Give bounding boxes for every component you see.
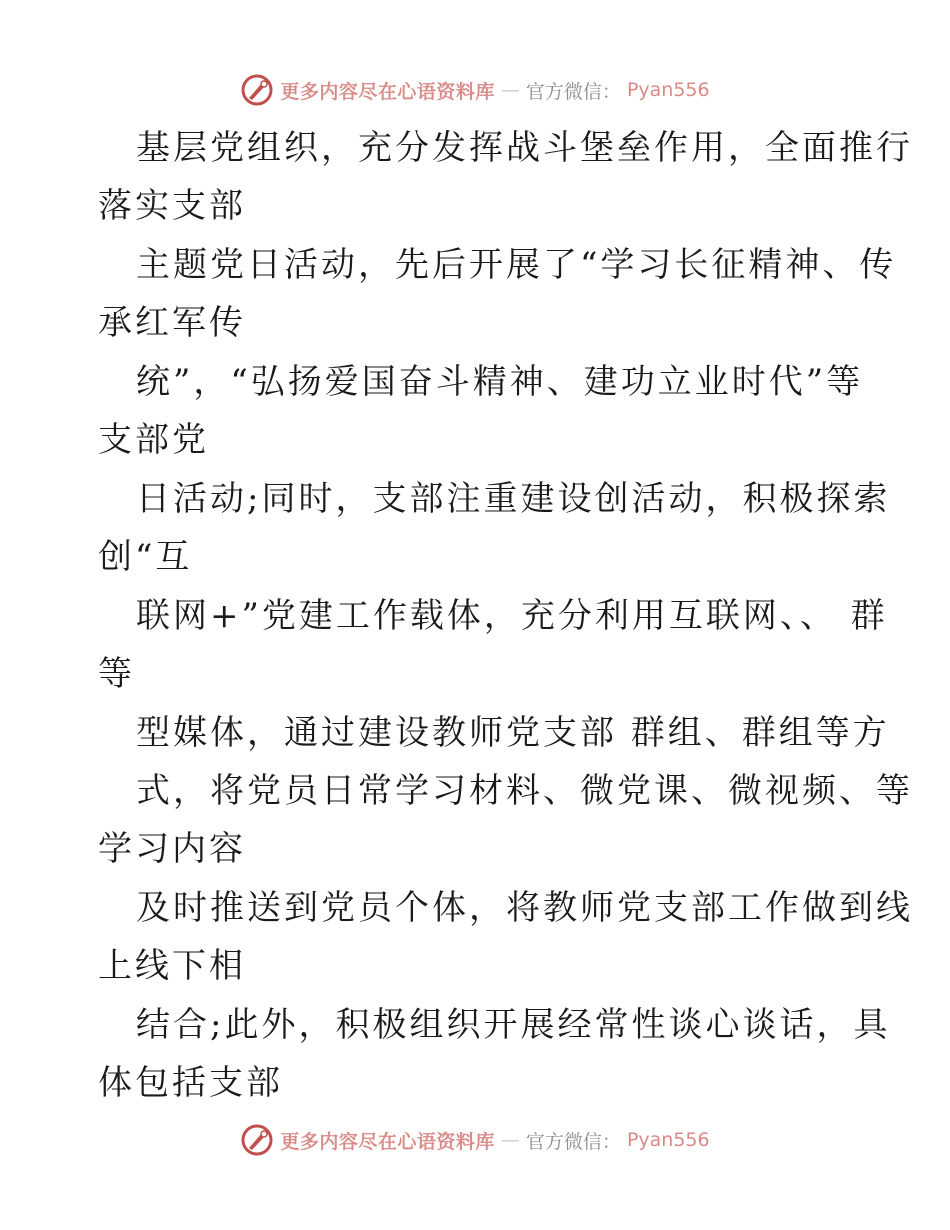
body-line: 式，将党员日常学习材料、微党课、微视频、等 bbox=[136, 771, 913, 811]
body-line: 联网+”党建工作载体，充分利用互联网、、 群 bbox=[136, 596, 888, 636]
header-watermark bbox=[0, 70, 950, 110]
body-line: 支部党 bbox=[98, 420, 209, 460]
footer-watermark bbox=[0, 1120, 950, 1160]
body-line: 体包括支部 bbox=[98, 1063, 283, 1103]
body-line: 日活动;同时，支部注重建设创活动，积极探索 bbox=[136, 479, 891, 519]
watermark-id: Pyan556 bbox=[626, 1129, 710, 1151]
body-line: 落实支部 bbox=[98, 186, 246, 226]
watermark-id: Pyan556 bbox=[626, 79, 710, 101]
pen-logo-icon bbox=[240, 73, 274, 107]
body-line: 结合;此外，积极组织开展经常性谈心谈话，具 bbox=[136, 1005, 891, 1045]
watermark-label: 官方微信： bbox=[525, 1130, 621, 1153]
watermark-brand: 更多内容尽在心语资料库 bbox=[280, 1130, 495, 1153]
body-line: 创“互 bbox=[98, 537, 193, 577]
pen-logo-icon bbox=[240, 1123, 274, 1157]
watermark-separator: — bbox=[500, 79, 520, 101]
body-line: 及时推送到党员个体，将教师党支部工作做到线 bbox=[136, 888, 913, 928]
body-line: 等 bbox=[98, 654, 135, 694]
watermark-separator: — bbox=[500, 1129, 520, 1151]
body-line: 基层党组织，充分发挥战斗堡垒作用，全面推行 bbox=[136, 128, 913, 168]
body-line: 主题党日活动，先后开展了“学习长征精神、传 bbox=[136, 245, 897, 285]
body-line: 学习内容 bbox=[98, 829, 246, 869]
watermark-brand: 更多内容尽在心语资料库 bbox=[280, 80, 495, 103]
body-line: 上线下相 bbox=[98, 946, 246, 986]
body-line: 承红军传 bbox=[98, 303, 246, 343]
body-line: 统”，“弘扬爱国奋斗精神、建功立业时代”等 bbox=[136, 362, 864, 402]
body-line: 型媒体，通过建设教师党支部 群组、群组等方 bbox=[136, 713, 890, 753]
watermark-label: 官方微信： bbox=[525, 80, 621, 103]
